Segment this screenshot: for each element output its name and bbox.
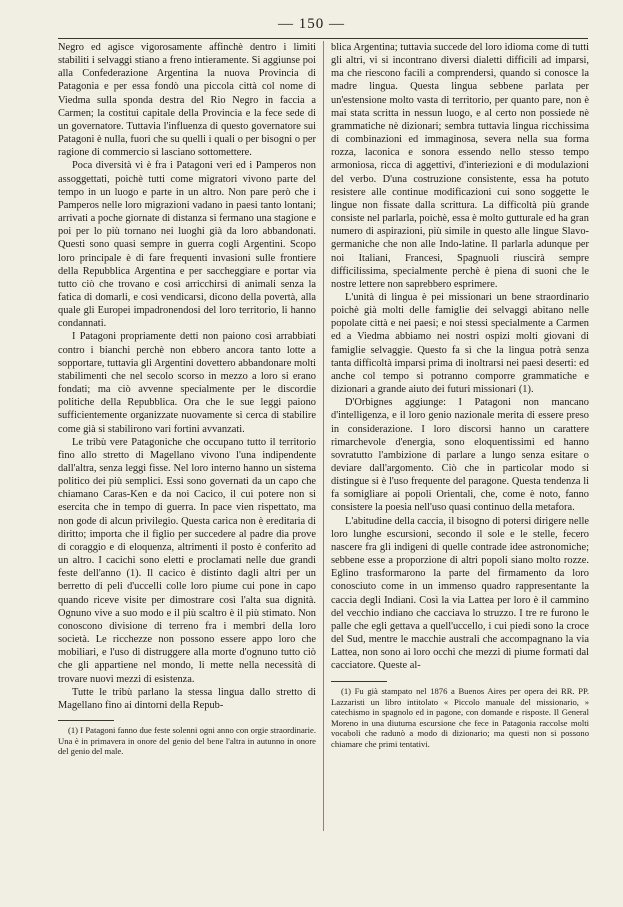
footnote-text: (1) Fu già stampato nel 1876 a Buenos Aires per opera dei RR. PP. Lazzaristi un libro intitolato « Piccolo manuale del missionario, » catechismo in spagnolo ed in pagone, con domande e risposte. Il General Moreno in una diuturna escursione che fece in Patagonia raccolse molti vocaboli che radunò a modo di dizionario; ma questi non si possono chiamare che primi tentativi. — [331, 686, 589, 749]
footnote-text: (1) I Patagoni fanno due feste solenni ogni anno con orgie straordinarie. Una è in primavera in onore del genio del bene l'altra in autunno in onore del genio del male. — [58, 725, 316, 757]
left-column — [58, 41, 316, 712]
footnote-rule-left — [58, 720, 114, 721]
paragraph: L'unità di lingua è pei missionari un bene straordinario poichè già molti delle famiglie dei selvaggi abitano nelle popolate città e nei paesi; e noi stessi specialmente a Carmen ed a Viedma abbiamo nei nostri ospizi molti giovani di famiglie selvaggie. Questo fa sì che la lingua potrà senza tanta difficoltà imparsi prima di inoltrarsi nei paesi deserti: ed anche col tempo si potranno comporre grammatiche e dizionari a grande aiuto dei futuri missionari (1). — [331, 291, 589, 396]
paragraph: Le tribù vere Patagoniche che occupano tutto il territorio fino allo stretto di Magellano vivono l'una indipendente dall'altra, senza leggi fisse. Nel loro interno hanno un sistema politico dei più semplici. Essi sono governati da un capo che chiamano Caras-Ken e da noi Cacico, il cui potere non si esercita che in tempo di guerra. In pace vien rispettato, ma non gode di alcun privilegio. Questa carica non è ereditaria di diritto; importa che il figlio per succedere al padre dia prove di coraggio e di eloquenza, altrimenti il posto è conferito ad un altro. I cacichi sono eletti e proclamati nelle due grandi feste dell'anno (1). Il cacico è distinto dagli altri per un berretto di peli d'uccelli colle loro piume cui pone in capo quando riceve visite per dimostrare così l'alta sua dignità. Ognuno vive a suo modo e il più scaltro è il più stimato. Non conoscono divisione di terreno fra i membri della loro società. Le ricchezze non possono essere appo loro che mobiliari, e l'uso di distruggere alla morte d'ognuno tutto ciò che gli appartiene nel mondo, li mette nella necessità di trovare nuovi mezzi di esistenza. — [58, 436, 316, 685]
right-column — [331, 41, 589, 673]
header-rule — [58, 38, 588, 39]
paragraph: Negro ed agisce vigorosamente affinchè dentro i limiti stabiliti i selvaggi stiano a freno intieramente. Si aggiunse poi alla Confederazione Argentina la nuova Provincia di Patagonia e per essa fondò una piccola città col nome di Viedma sulla sponda destra del Rio Negro in faccia a Carmen; la costituì capitale della Provincia e la fece sede di un governatore. Tuttavia l'influenza di questo governatore sui Patagoni è nulla, fuori che su quelli i quali o per bisogni o per ragione di commercio si lasciano sottomettere. — [58, 42, 316, 159]
paragraph: Poca diversità vi è fra i Patagoni veri ed i Pamperos non assoggettati, poichè tutti come migratori vivono parte del tempo in un luogo e parte in un altro. Non pare però che i Pamperos nelle loro migrazioni vadano in paesi tanto lontani; arrivati a poche giornate di distanza si fermano una stagione e poi per lo più tornano nei luoghi già da loro abbandonati. Questi sono quasi sempre in guerra cogli Argentini. Scopo loro principale è di fare frequenti invasioni sulle frontiere della Repubblica Argentina e per saccheggiare e portar via tutto ciò che trovano e così arricchirsi di animali senza la fatica di domarli, e così vendicarsi, dicono della povertà, alla quale gli Europei impadronendosi del loro territorio, li hanno condannati. — [58, 160, 316, 330]
paragraph: I Patagoni propriamente detti non paiono così arrabbiati contro i bianchi perchè non ebbero ancora tanto lotte a sopportare, tuttavia gli Argentini dovettero abbandonare molti stabilimenti che nel secolo scorso in mezzo a loro si erano fondati; ma ciò avvenne specialmente per le discordie politiche della Repubblica. Ora che le sue leggi paiono sufficientemente organizzate nuovamente si cerca di stabilire come già si stabilirono vari fortini avvanzati. — [58, 331, 316, 435]
page-number: — 150 — — [278, 16, 345, 32]
paragraph: D'Orbignes aggiunge: I Patagoni non mancano d'intelligenza, e il loro genio nazionale merita di essere preso in considerazione. I loro discorsi hanno un carattere rimarchevole d'energia, sono eloquentissimi ed hanno sovratutto l'ambizione di parlare a lungo senza esitare o deviare dall'argomento. Ciò che in particolar modo si distingue si è l'uso frequente del paragone. Questa tendenza li fa somigliare ai popoli Orientali, che, come è noto, fanno consistere la poesia nell'uso quasi continuo della metafora. — [331, 397, 589, 514]
footnote-rule-right — [331, 681, 387, 682]
paragraph: Tutte le tribù parlano la stessa lingua dallo stretto di Magellano fino ai dintorni della Repub- — [58, 686, 316, 711]
column-divider — [323, 41, 324, 831]
footnote-right — [331, 686, 589, 750]
footnote-left — [58, 725, 316, 757]
paragraph: blica Argentina; tuttavia succede del loro idioma come di tutti gli altri, vi si incontrano diversi dialetti difficili ad imparsi, ma che riescono facili a comprendersi, quando si conosce la madre lingua. Questa lingua sebbene parlata per un'estensione molto vasta di territorio, per quanto pare, non è mai stata scritta in nessun luogo, e al certo non possiede nè grammatiche nè dizionari; sembra tuttavia lingua ricchissima di combinazioni ed immaginosa, severa nella sua forma rozza, laconica e sonora essendo nello stesso tempo armoniosa, ricca di aggettivi, d'interiezioni e di modulazioni del verbo. D'una costruzione consistente, essa ha potuto resistere alle continue modificazioni cui sono soggette le lingue non fissate dalla scrittura. La difficoltà più grande consiste nel parlarla, poichè, essa è molto gutturale ed ha gran numero di aspirazioni, più simile in questo alle lingue Slavo-germaniche che non alle Indo-latine. Il parlarla adunque per noi Italiani, Francesi, Spagnuoli riuscirà sempre difficilissima, specialmente perchè è piena di suoni che le nostre lettere non saprebbero esprimere. — [331, 42, 589, 290]
paragraph: L'abitudine della caccia, il bisogno di potersi dirigere nelle loro lunghe escursioni, secondo il sole e le stelle, fecero nascere fra gli indigeni di quelle contrade idee astronomiche; sebbene esse a proporzione di altri popoli siano molto rozze. Eglino trasformarono la parte del firmamento da loro conosciuto come in un immenso quadro rappresentante la caccia degli Indiani. Così la via Lattea per loro è il cammino del vecchio indiano che cacciava lo struzzo. I tre re furono le palle che egli gettava a quell'uccello, i cui piedi sono la croce del Sud, mentre le macchie australi che accompagnano la via Lattea, non sono ai loro occhi che mezzi di piume formati dal cacciatore. Queste al- — [331, 515, 589, 672]
